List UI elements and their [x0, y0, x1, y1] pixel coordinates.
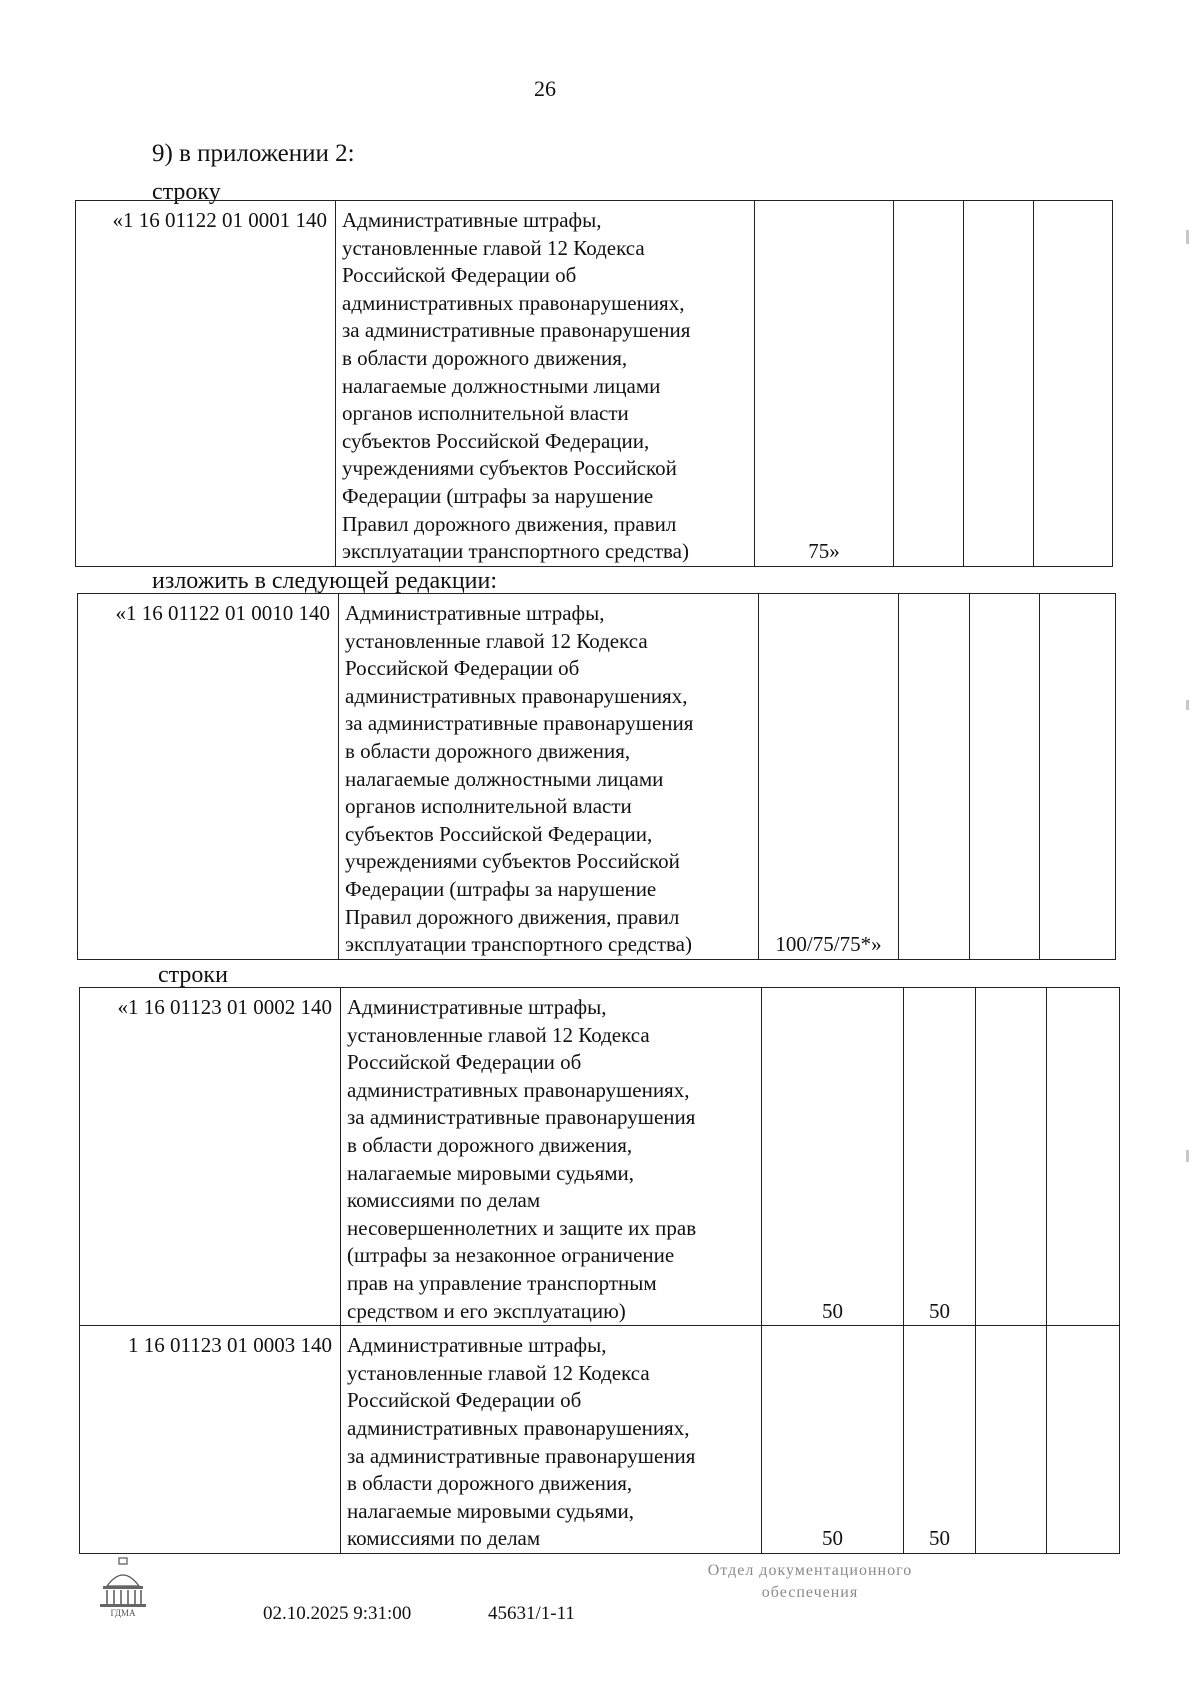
description-line: Административные штрафы, [347, 1333, 607, 1358]
description-line: Правил дорожного движения, правил [345, 904, 680, 929]
cell-value [1047, 1326, 1120, 1554]
section-intro: 9) в приложении 2: [152, 140, 355, 167]
old-row-table [75, 200, 1113, 567]
label-row-before: строку [152, 179, 221, 205]
cell-description [339, 594, 759, 960]
cell-code: «1 16 01123 01 0002 140 [80, 988, 341, 1326]
description-line: за административные правонарушения [347, 1443, 696, 1468]
cell-value [1047, 988, 1120, 1326]
description-line: Федерации (штрафы за нарушение [342, 483, 654, 508]
stamp-line-2: обеспечения [761, 1584, 859, 1601]
table-row [80, 1326, 1120, 1554]
cell-value: 50 [762, 1326, 904, 1554]
table-row [78, 594, 1116, 960]
description-line: в области дорожного движения, [347, 1132, 633, 1157]
description-line: в области дорожного движения, [345, 738, 631, 763]
description-line: учреждениями субъектов Российской [345, 849, 680, 874]
duma-logo-icon [97, 1556, 149, 1620]
description-line: налагаемые мировыми судьями, [347, 1498, 635, 1523]
table-row [80, 988, 1120, 1326]
description-line: учреждениями субъектов Российской [342, 456, 677, 481]
footer-doc-number: 45631/1-11 [488, 1603, 575, 1624]
cell-value [1034, 201, 1113, 567]
department-stamp [640, 1560, 980, 1604]
description-line: (штрафы за незаконное ограничение [347, 1243, 675, 1268]
scan-edge-mark [1186, 700, 1189, 710]
description-line: Российской Федерации об [347, 1388, 582, 1413]
description-line: налагаемые должностными лицами [345, 766, 664, 791]
description-line: несовершеннолетних и защите их прав [347, 1215, 697, 1240]
table-row [76, 201, 1113, 567]
cell-code: 1 16 01123 01 0003 140 [80, 1326, 341, 1554]
description-line: Российской Федерации об [347, 1050, 582, 1075]
description-line: органов исполнительной власти [342, 401, 629, 426]
description-line: Правил дорожного движения, правил [342, 511, 677, 536]
cell-code: «1 16 01122 01 0001 140 [76, 201, 336, 567]
description-line: прав на управление транспортным [347, 1270, 657, 1295]
description-line: налагаемые должностными лицами [342, 373, 661, 398]
cell-value [899, 594, 970, 960]
new-row-table [77, 593, 1116, 960]
cell-description [341, 1326, 762, 1554]
rows-table [79, 987, 1120, 1554]
description-line: эксплуатации транспортного средства) [345, 932, 692, 957]
description-line: Федерации (штрафы за нарушение [345, 876, 657, 901]
description-line: административных правонарушениях, [347, 1077, 690, 1102]
description-line: в области дорожного движения, [342, 345, 628, 370]
cell-value: 50 [762, 988, 904, 1326]
description-line: в области дорожного движения, [347, 1471, 633, 1496]
description-line: установленные главой 12 Кодекса [347, 1022, 650, 1047]
cell-value [894, 201, 964, 567]
cell-value: 50 [904, 1326, 976, 1554]
cell-description [341, 988, 762, 1326]
stamp-line-1: Отдел документационного [707, 1562, 913, 1579]
scan-edge-mark [1186, 1150, 1189, 1162]
cell-value: 50 [904, 988, 976, 1326]
scan-edge-mark [1186, 230, 1189, 244]
description-line: эксплуатации транспортного средства) [342, 539, 689, 564]
description-line: Российской Федерации об [345, 656, 580, 681]
footer-datetime: 02.10.2025 9:31:00 [263, 1603, 412, 1624]
description-line: налагаемые мировыми судьями, [347, 1160, 635, 1185]
label-rows-before: строки [158, 962, 228, 988]
description-line: установленные главой 12 Кодекса [347, 1360, 650, 1385]
description-line: Административные штрафы, [347, 995, 607, 1019]
description-line: за административные правонарушения [342, 318, 691, 343]
cell-value [970, 594, 1040, 960]
description-line: за административные правонарушения [347, 1105, 696, 1130]
description-line: субъектов Российской Федерации, [345, 821, 653, 846]
description-line: комиссиями по делам [347, 1526, 541, 1551]
label-new-edition: изложить в следующей редакции: [152, 568, 498, 594]
description-line: административных правонарушениях, [342, 290, 685, 315]
description-line: установленные главой 12 Кодекса [342, 235, 645, 260]
description-line: комиссиями по делам [347, 1188, 541, 1213]
cell-value: 100/75/75*» [759, 594, 899, 960]
cell-value [964, 201, 1034, 567]
description-line: субъектов Российской Федерации, [342, 428, 650, 453]
cell-value: 75» [755, 201, 894, 567]
cell-value [1040, 594, 1116, 960]
cell-description [336, 201, 755, 567]
description-line: установленные главой 12 Кодекса [345, 628, 648, 653]
cell-value [976, 1326, 1047, 1554]
logo-text: ГДМА [110, 1608, 136, 1618]
description-line: средством и его эксплуатацию) [347, 1298, 626, 1323]
cell-code: «1 16 01122 01 0010 140 [78, 594, 339, 960]
description-line: административных правонарушениях, [347, 1415, 690, 1440]
description-line: административных правонарушениях, [345, 683, 688, 708]
description-line: за административные правонарушения [345, 711, 694, 736]
description-line: органов исполнительной власти [345, 794, 632, 819]
cell-value [976, 988, 1047, 1326]
description-line: Российской Федерации об [342, 263, 577, 288]
description-line: Административные штрафы, [345, 601, 605, 625]
description-line: Административные штрафы, [342, 208, 602, 232]
page-number: 26 [534, 76, 556, 101]
